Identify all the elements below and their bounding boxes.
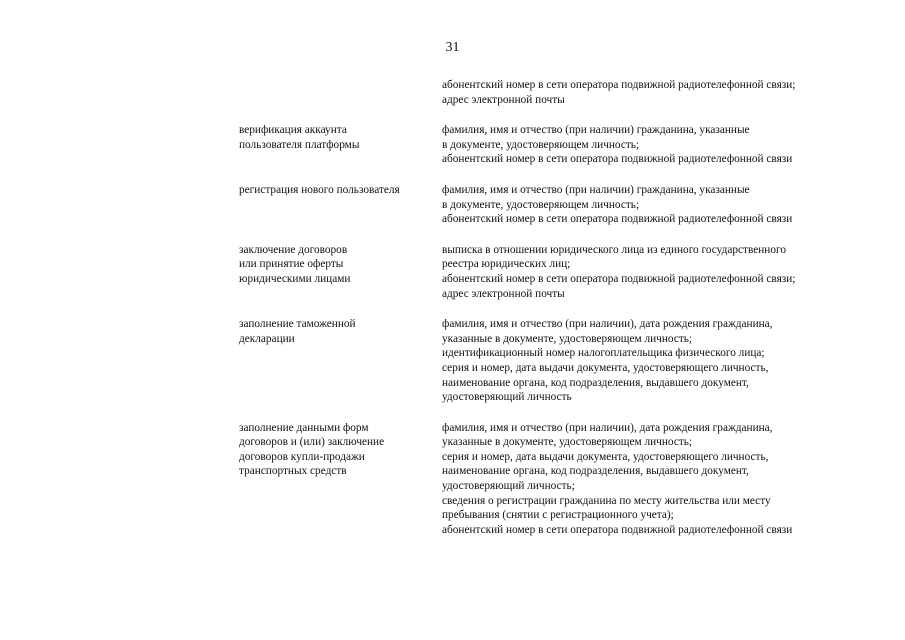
table-row — [0, 317, 905, 405]
table-row — [0, 243, 905, 301]
purpose-line: пользователя платформы — [239, 138, 360, 151]
details-line: указанные в документе, удостоверяющем личность; — [442, 436, 693, 449]
details-line: сведения о регистрации гражданина по месту жительства или месту — [442, 494, 771, 507]
details-line: серия и номер, дата выдачи документа, удостоверяющего личность, — [442, 361, 769, 374]
purpose-line: заполнение данными форм — [239, 421, 369, 434]
details-line: абонентский номер в сети оператора подвижной радиотелефонной связи; — [442, 79, 796, 91]
details-line: фамилия, имя и отчество (при наличии), дата рождения гражданина, — [442, 421, 773, 434]
details-line: пребывания (снятии с регистрационного учета); — [442, 509, 674, 522]
table-row — [0, 421, 905, 538]
purpose-line: декларации — [239, 332, 295, 345]
details-cell — [442, 317, 882, 405]
purpose-line: транспортных средств — [239, 465, 347, 478]
purpose-cell — [239, 421, 434, 479]
table-row — [0, 183, 905, 227]
details-line: фамилия, имя и отчество (при наличии) гражданина, указанные — [442, 124, 750, 137]
details-cell — [442, 183, 882, 227]
details-line: фамилия, имя и отчество (при наличии) гражданина, указанные — [442, 183, 750, 196]
purpose-cell — [239, 317, 434, 346]
details-cell — [442, 421, 882, 538]
purpose-line: или принятие оферты — [239, 258, 344, 271]
details-line: удостоверяющий личность; — [442, 480, 575, 493]
page-number: 31 — [445, 40, 460, 55]
details-line: абонентский номер в сети оператора подвижной радиотелефонной связи — [442, 153, 793, 166]
details-line: абонентский номер в сети оператора подвижной радиотелефонной связи — [442, 213, 793, 226]
details-line: выписка в отношении юридического лица из единого государственного — [442, 243, 786, 256]
document-table — [0, 78, 905, 553]
details-cell — [442, 243, 882, 301]
details-cell — [442, 123, 882, 167]
purpose-line: договоров и (или) заключение — [239, 436, 385, 449]
details-line: указанные в документе, удостоверяющем личность; — [442, 332, 693, 345]
details-line: фамилия, имя и отчество (при наличии), дата рождения гражданина, — [442, 318, 773, 331]
purpose-cell — [239, 243, 434, 287]
details-line: наименование органа, код подразделения, выдавшего документ, — [442, 376, 749, 389]
details-line: адрес электронной почты — [442, 287, 565, 300]
purpose-line: регистрация нового пользователя — [239, 183, 400, 196]
purpose-cell — [239, 183, 434, 198]
table-row — [0, 123, 905, 167]
table-row — [0, 78, 905, 107]
details-line: в документе, удостоверяющем личность; — [442, 138, 640, 151]
details-line: абонентский номер в сети оператора подвижной радиотелефонной связи; — [442, 272, 796, 285]
purpose-line: верификация аккаунта — [239, 124, 347, 137]
details-line: реестра юридических лиц; — [442, 258, 571, 271]
purpose-line: заполнение таможенной — [239, 318, 356, 331]
details-line: адрес электронной почты — [442, 93, 565, 106]
purpose-line: заключение договоров — [239, 243, 348, 256]
details-line: идентификационный номер налогоплательщика физического лица; — [442, 347, 765, 360]
details-line: удостоверяющий личность — [442, 391, 572, 404]
details-line: наименование органа, код подразделения, выдавшего документ, — [442, 465, 749, 478]
purpose-line: договоров купли-продажи — [239, 450, 365, 463]
details-line: в документе, удостоверяющем личность; — [442, 198, 640, 211]
details-line: абонентский номер в сети оператора подвижной радиотелефонной связи — [442, 523, 793, 536]
purpose-cell — [239, 123, 434, 152]
details-line: серия и номер, дата выдачи документа, удостоверяющего личность, — [442, 450, 769, 463]
details-cell — [442, 78, 882, 107]
purpose-line: юридическими лицами — [239, 272, 351, 285]
